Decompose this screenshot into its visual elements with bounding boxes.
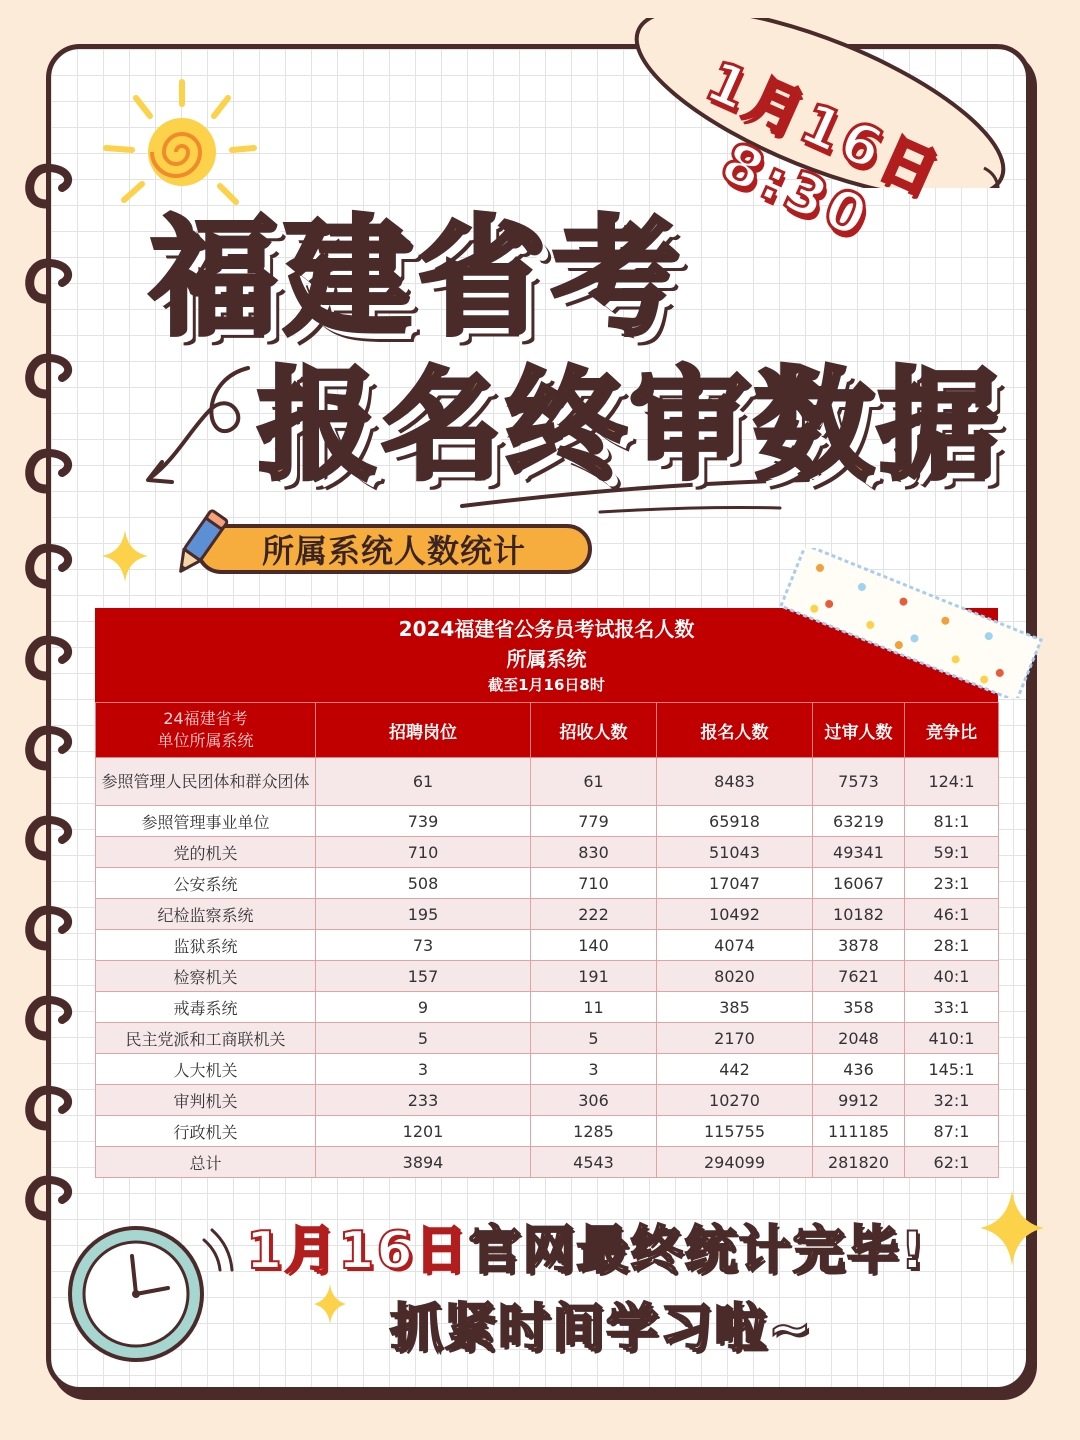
cell-posts: 233 bbox=[316, 1085, 531, 1116]
cell-posts: 508 bbox=[316, 868, 531, 899]
ring-icon bbox=[18, 992, 80, 1044]
cell-hires: 306 bbox=[531, 1085, 657, 1116]
cell-hires: 11 bbox=[531, 992, 657, 1023]
date-badge-text: 1月16日 8:30 bbox=[696, 48, 951, 253]
table-row bbox=[96, 961, 999, 992]
tape-icon bbox=[776, 548, 1046, 698]
cell-applicants: 115755 bbox=[657, 1116, 813, 1147]
column-header-applicants: 报名人数 bbox=[657, 703, 813, 758]
cell-system-name: 参照管理事业单位 bbox=[96, 806, 316, 837]
cell-approved: 2048 bbox=[813, 1023, 905, 1054]
table-row bbox=[96, 806, 999, 837]
cell-posts: 61 bbox=[316, 758, 531, 806]
cell-approved: 3878 bbox=[813, 930, 905, 961]
ring-icon bbox=[18, 445, 80, 497]
cell-ratio: 28:1 bbox=[905, 930, 999, 961]
cell-hires: 1285 bbox=[531, 1116, 657, 1147]
cell-system-name: 公安系统 bbox=[96, 868, 316, 899]
cell-approved: 436 bbox=[813, 1054, 905, 1085]
pencil-icon bbox=[166, 508, 236, 580]
cell-hires: 4543 bbox=[531, 1147, 657, 1178]
table-row bbox=[96, 930, 999, 961]
cell-hires: 3 bbox=[531, 1054, 657, 1085]
cell-posts: 5 bbox=[316, 1023, 531, 1054]
cell-applicants: 51043 bbox=[657, 837, 813, 868]
cell-hires: 779 bbox=[531, 806, 657, 837]
bottom-date: 1月16日 bbox=[246, 1221, 469, 1281]
cell-applicants: 385 bbox=[657, 992, 813, 1023]
cell-system-name: 总计 bbox=[96, 1147, 316, 1178]
cell-system-name: 参照管理人民团体和群众团体 bbox=[96, 758, 316, 806]
cell-approved: 7573 bbox=[813, 758, 905, 806]
cell-posts: 3894 bbox=[316, 1147, 531, 1178]
cell-system-name: 监狱系统 bbox=[96, 930, 316, 961]
ring-icon bbox=[18, 902, 80, 954]
cell-system-name: 人大机关 bbox=[96, 1054, 316, 1085]
cell-posts: 3 bbox=[316, 1054, 531, 1085]
cell-approved: 63219 bbox=[813, 806, 905, 837]
cell-ratio: 46:1 bbox=[905, 899, 999, 930]
table-row bbox=[96, 1023, 999, 1054]
column-header-ratio: 竞争比 bbox=[905, 703, 999, 758]
title-line-1: 福建省考 bbox=[150, 204, 687, 353]
stats-table bbox=[95, 702, 999, 1178]
section-label-text: 所属系统人数统计 bbox=[261, 532, 526, 570]
cell-ratio: 23:1 bbox=[905, 868, 999, 899]
cell-approved: 358 bbox=[813, 992, 905, 1023]
section-label bbox=[196, 524, 592, 574]
cell-system-name: 检察机关 bbox=[96, 961, 316, 992]
column-header-approved: 过审人数 bbox=[813, 703, 905, 758]
cell-approved: 7621 bbox=[813, 961, 905, 992]
table-subtitle: 所属系统 bbox=[506, 647, 587, 671]
cell-ratio: 145:1 bbox=[905, 1054, 999, 1085]
table-row bbox=[96, 992, 999, 1023]
ring-icon bbox=[18, 722, 80, 774]
cell-posts: 195 bbox=[316, 899, 531, 930]
table-row bbox=[96, 1147, 999, 1178]
column-header-system bbox=[96, 703, 316, 758]
table-row bbox=[96, 837, 999, 868]
cell-ratio: 33:1 bbox=[905, 992, 999, 1023]
cell-approved: 281820 bbox=[813, 1147, 905, 1178]
cell-applicants: 65918 bbox=[657, 806, 813, 837]
cell-applicants: 17047 bbox=[657, 868, 813, 899]
column-header-system-line1: 24福建省考 bbox=[163, 709, 248, 728]
ring-icon bbox=[18, 255, 80, 307]
cell-posts: 1201 bbox=[316, 1116, 531, 1147]
ring-icon bbox=[18, 350, 80, 402]
cell-applicants: 294099 bbox=[657, 1147, 813, 1178]
cell-hires: 5 bbox=[531, 1023, 657, 1054]
cell-approved: 16067 bbox=[813, 868, 905, 899]
cell-hires: 191 bbox=[531, 961, 657, 992]
cell-hires: 222 bbox=[531, 899, 657, 930]
cell-ratio: 87:1 bbox=[905, 1116, 999, 1147]
ring-icon bbox=[18, 812, 80, 864]
cell-applicants: 8483 bbox=[657, 758, 813, 806]
cell-posts: 739 bbox=[316, 806, 531, 837]
column-header-posts: 招聘岗位 bbox=[316, 703, 531, 758]
ring-icon bbox=[18, 632, 80, 684]
column-header-system-line2: 单位所属系统 bbox=[157, 731, 254, 750]
cell-applicants: 442 bbox=[657, 1054, 813, 1085]
clock-icon bbox=[52, 1212, 240, 1372]
table-row bbox=[96, 899, 999, 930]
table-row bbox=[96, 1116, 999, 1147]
cell-posts: 9 bbox=[316, 992, 531, 1023]
table-body bbox=[96, 758, 999, 1178]
ring-icon bbox=[18, 540, 80, 592]
cell-hires: 140 bbox=[531, 930, 657, 961]
cell-hires: 61 bbox=[531, 758, 657, 806]
cell-system-name: 党的机关 bbox=[96, 837, 316, 868]
cell-ratio: 40:1 bbox=[905, 961, 999, 992]
cell-applicants: 10492 bbox=[657, 899, 813, 930]
column-header-hires: 招收人数 bbox=[531, 703, 657, 758]
cell-ratio: 32:1 bbox=[905, 1085, 999, 1116]
cell-posts: 157 bbox=[316, 961, 531, 992]
cell-system-name: 民主党派和工商联机关 bbox=[96, 1023, 316, 1054]
ring-icon bbox=[18, 160, 80, 212]
cell-approved: 9912 bbox=[813, 1085, 905, 1116]
cell-approved: 10182 bbox=[813, 899, 905, 930]
cell-applicants: 10270 bbox=[657, 1085, 813, 1116]
cell-ratio: 62:1 bbox=[905, 1147, 999, 1178]
cell-system-name: 行政机关 bbox=[96, 1116, 316, 1147]
cell-system-name: 审判机关 bbox=[96, 1085, 316, 1116]
cell-posts: 710 bbox=[316, 837, 531, 868]
cell-applicants: 2170 bbox=[657, 1023, 813, 1054]
cell-ratio: 124:1 bbox=[905, 758, 999, 806]
bottom-message-line-2: 抓紧时间学习啦~ bbox=[390, 1299, 814, 1359]
table-row bbox=[96, 758, 999, 806]
cell-ratio: 410:1 bbox=[905, 1023, 999, 1054]
table-row bbox=[96, 868, 999, 899]
bottom-message-rest: 官网最终统计完毕! bbox=[468, 1221, 927, 1281]
cell-hires: 710 bbox=[531, 868, 657, 899]
cell-approved: 49341 bbox=[813, 837, 905, 868]
table-row bbox=[96, 1054, 999, 1085]
table-row bbox=[96, 1085, 999, 1116]
table-note: 截至1月16日8时 bbox=[488, 676, 605, 694]
table-column-headers bbox=[96, 703, 999, 758]
table-title: 2024福建省公务员考试报名人数 bbox=[398, 617, 695, 641]
ring-icon bbox=[18, 1082, 80, 1134]
cell-applicants: 4074 bbox=[657, 930, 813, 961]
cell-system-name: 戒毒系统 bbox=[96, 992, 316, 1023]
cell-approved: 111185 bbox=[813, 1116, 905, 1147]
cell-applicants: 8020 bbox=[657, 961, 813, 992]
bottom-message-line-1 bbox=[246, 1208, 966, 1283]
cell-ratio: 81:1 bbox=[905, 806, 999, 837]
cell-hires: 830 bbox=[531, 837, 657, 868]
cell-ratio: 59:1 bbox=[905, 837, 999, 868]
title-line-2: 报名终审数据 bbox=[258, 357, 1002, 496]
cell-posts: 73 bbox=[316, 930, 531, 961]
cell-system-name: 纪检监察系统 bbox=[96, 899, 316, 930]
